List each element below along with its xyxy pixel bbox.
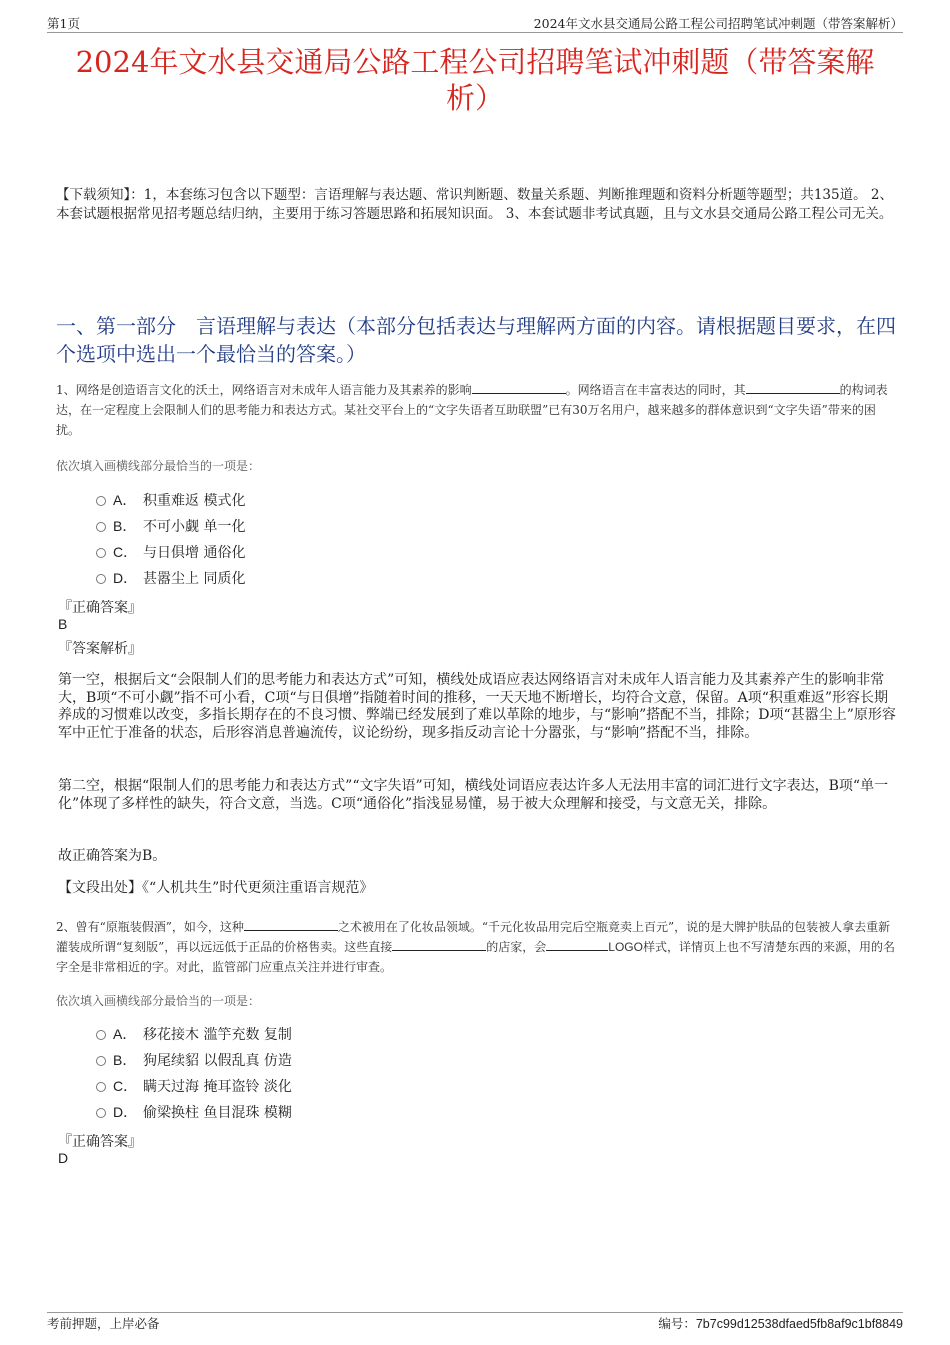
radio-icon[interactable] [96, 548, 106, 558]
q2-option-b[interactable]: B． 狗尾续貂 以假乱真 仿造 [96, 1047, 292, 1073]
q2-stem-part-3: 的店家，会 [486, 940, 547, 954]
q1-conclusion: 故正确答案为B。 [58, 848, 167, 864]
q2-answer-label: 『正确答案』 [58, 1134, 142, 1150]
footer-serial [658, 1314, 903, 1332]
q1-option-c[interactable]: C． 与日俱增 通俗化 [96, 539, 245, 565]
q1-source: 【文段出处】《“人机共生”时代更须注重语言规范》 [58, 880, 374, 896]
radio-icon[interactable] [96, 1082, 106, 1092]
header-divider [47, 32, 903, 33]
radio-icon[interactable] [96, 496, 106, 506]
question-1-stem [56, 380, 898, 440]
q2-answer: D [58, 1150, 69, 1166]
fill-blank [472, 381, 566, 394]
q2-stem-part-4: LOGO样式，详情页上也不写清楚东西的来源，用的名字全是非常相近的字。对此，监管部门应重点关注并进行审查。 [56, 940, 895, 974]
fill-blank [244, 918, 338, 931]
fill-blank [746, 381, 840, 394]
serial-label: 编号： [658, 1316, 696, 1331]
q1-option-b[interactable]: B． 不可小觑 单一化 [96, 513, 245, 539]
q2-stem-part-2: 之术被用在了化妆品领域。“千元化妆品用完后空瓶竟卖上百元”，说的是大牌护肤品的包装被人拿去重新灌装成所谓“复刻版”，再以远远低于正品的价格售卖。这些直接 [56, 920, 891, 954]
section-title: 一、第一部分 言语理解与表达（本部分包括表达与理解两方面的内容。请根据题目要求，在四个选项中选出一个最恰当的答案。） [56, 314, 896, 366]
title-line-2: 析） [445, 81, 504, 115]
q1-answer-label: 『正确答案』 [58, 600, 142, 616]
radio-icon[interactable] [96, 1108, 106, 1118]
document-title [52, 44, 898, 116]
q2-option-d[interactable]: D． 偷梁换柱 鱼目混珠 模糊 [96, 1099, 292, 1125]
q1-answer: B [58, 616, 68, 632]
serial-code: 7b7c99d12538dfaed5fb8af9c1bf8849 [695, 1317, 903, 1331]
q1-stem-part-3: 的构词表达，在一定程度上会限制人们的思考能力和表达方式。某社交平台上的“文字失语者互助联盟”已有30万名用户，越来越多的群体意识到“文字失语”带来的困扰。 [56, 383, 888, 437]
q2-instruction: 依次填入画横线部分最恰当的一项是： [56, 994, 261, 1008]
q1-stem-part-2: 。网络语言在丰富表达的同时，其 [565, 383, 746, 397]
radio-icon[interactable] [96, 522, 106, 532]
q1-options [96, 487, 245, 591]
q1-option-a[interactable]: A． 积重难返 模式化 [96, 487, 245, 513]
fill-blank [546, 938, 608, 951]
footer-slogan: 考前押题，上岸必备 [47, 1316, 160, 1331]
header-doc-title: 2024年文水县交通局公路工程公司招聘笔试冲刺题（带答案解析） [533, 16, 903, 31]
q1-analysis-paragraph-1: 第一空，根据后文“会限制人们的思考能力和表达方式”可知，横线处成语应表达网络语言对未成年人语言能力及其素养产生的影响非常大，B项“不可小觑”指不可小看，C项“与日俱增”指随着时间的推移，一天天地不断增长，均符合文意，保留。A项“积重难返”形容长期养成的习惯难以改变，多指长期存在的不良习惯、弊端已经发展到了难以革除的地步，与“影响”搭配不当，排除；D项“甚嚣尘上”原形容军中正忙于准备的状态，后形容消息普遍流传，议论纷纷，现多指反动言论十分嚣张，与“影响”搭配不当，排除。 [58, 672, 896, 741]
question-2-stem [56, 917, 898, 977]
title-line-1: 2024年文水县交通局公路工程公司招聘笔试冲刺题（带答案解 [75, 45, 875, 79]
q1-stem-part-1: 1、网络是创造语言文化的沃土，网络语言对未成年人语言能力及其素养的影响 [56, 383, 472, 397]
q1-analysis-label: 『答案解析』 [58, 641, 142, 657]
q2-option-a[interactable]: A． 移花接木 滥竽充数 复制 [96, 1021, 292, 1047]
q1-option-d[interactable]: D． 甚嚣尘上 同质化 [96, 565, 245, 591]
q2-options [96, 1021, 292, 1125]
radio-icon[interactable] [96, 574, 106, 584]
fill-blank [392, 938, 486, 951]
download-notice: 【下载须知】：1，本套练习包含以下题型：言语理解与表达题、常识判断题、数量关系题、判断推理题和资料分析题等题型；共135道。 2、本套试题根据常见招考题总结归纳，主要用于练习答题思路和拓展知识面。 3、本套试题非考试真题，且与文水县交通局公路工程公司无关。 [56, 187, 893, 222]
q2-stem-part-1: 2、曾有“原瓶装假酒”，如今，这种 [56, 920, 244, 934]
q1-analysis-paragraph-2: 第二空，根据“限制人们的思考能力和表达方式”“文字失语”可知，横线处词语应表达许多人无法用丰富的词汇进行文字表达，B项“单一化”体现了多样性的缺失，符合文意，当选。C项“通俗化”指浅显易懂，易于被大众理解和接受，与文意无关，排除。 [58, 778, 889, 812]
q2-option-c[interactable]: C． 瞒天过海 掩耳盗铃 淡化 [96, 1073, 292, 1099]
page-number: 第1页 [47, 16, 80, 31]
footer-divider [47, 1312, 903, 1313]
radio-icon[interactable] [96, 1056, 106, 1066]
radio-icon[interactable] [96, 1030, 106, 1040]
page-header [47, 14, 903, 32]
q1-instruction: 依次填入画横线部分最恰当的一项是： [56, 459, 261, 473]
